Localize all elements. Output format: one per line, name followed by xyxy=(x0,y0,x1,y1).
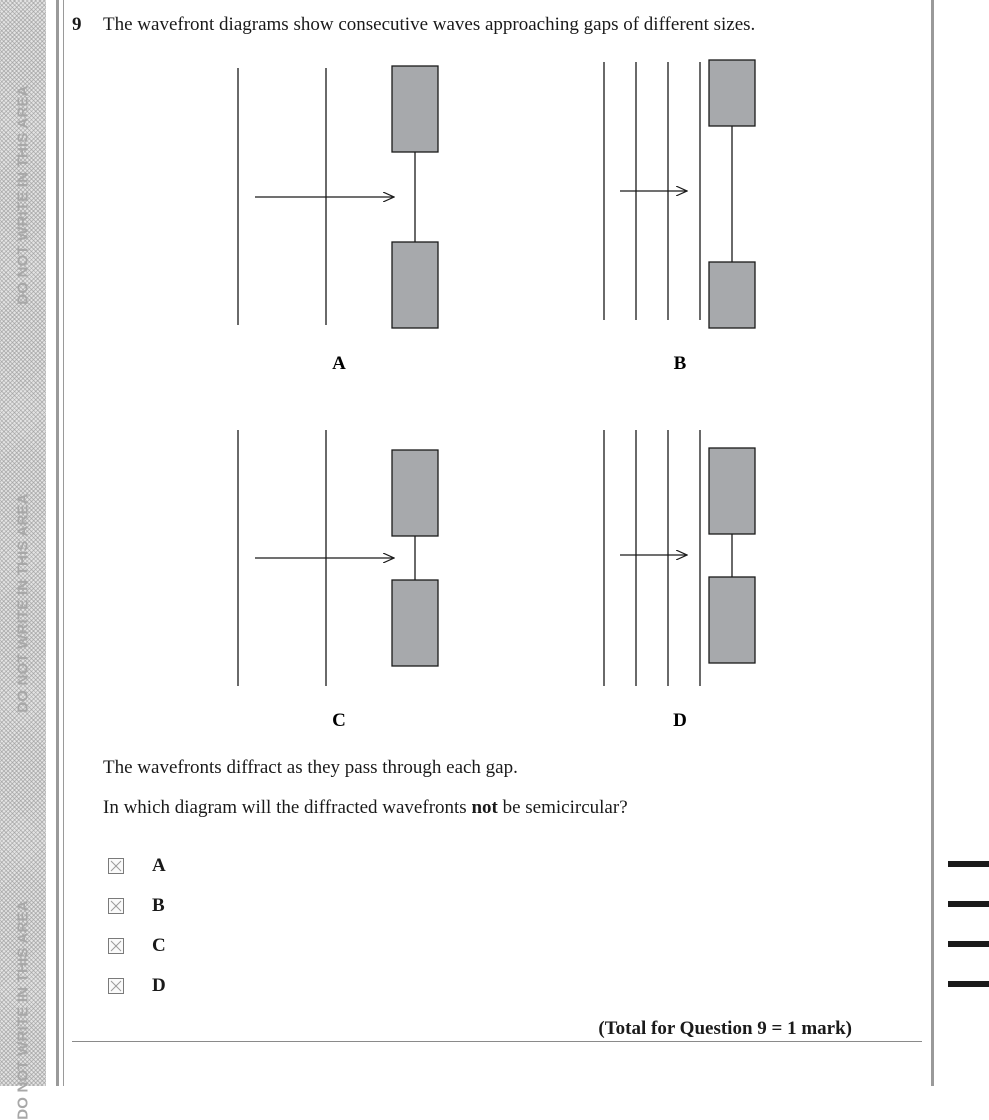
question-end-rule xyxy=(72,1041,922,1042)
barrier-upper xyxy=(392,450,438,536)
diagram-b xyxy=(604,60,755,328)
barrier-upper xyxy=(392,66,438,152)
cross-box-icon xyxy=(109,979,123,993)
marker-tick xyxy=(948,861,989,867)
statement-text: The wavefronts diffract as they pass through each gap. xyxy=(103,757,518,778)
barrier-upper xyxy=(709,60,755,126)
checkbox-b[interactable] xyxy=(108,898,124,914)
diagram-label-d: D xyxy=(673,710,687,731)
marker-tick xyxy=(948,901,989,907)
marker-tick xyxy=(948,941,989,947)
diagram-a xyxy=(238,66,438,328)
diagram-label-b: B xyxy=(673,353,687,374)
question-prompt xyxy=(103,797,628,819)
diagram-d xyxy=(604,430,755,686)
checkbox-c[interactable] xyxy=(108,938,124,954)
option-label-a: A xyxy=(152,855,166,876)
margin-warning-bottom: DO NOT WRITE IN THIS AREA xyxy=(14,900,32,1120)
diagram-c xyxy=(238,430,438,686)
barrier-upper xyxy=(709,448,755,534)
option-label-d: D xyxy=(152,975,166,996)
checkbox-d[interactable] xyxy=(108,978,124,994)
prompt-after: be semicircular? xyxy=(497,797,628,818)
question-stem: The wavefront diagrams show consecutive waves approaching gaps of different sizes. xyxy=(103,14,756,35)
barrier-lower xyxy=(392,580,438,666)
marker-tick xyxy=(948,981,989,987)
option-label-b: B xyxy=(152,895,165,916)
diagram-label-a: A xyxy=(332,353,346,374)
barrier-lower xyxy=(709,577,755,663)
prompt-emphasis: not xyxy=(471,797,498,818)
prompt-before: In which diagram will the diffracted wavefronts xyxy=(103,797,472,818)
barrier-lower xyxy=(709,262,755,328)
question-number: 9 xyxy=(72,14,82,35)
cross-box-icon xyxy=(109,859,123,873)
checkbox-a[interactable] xyxy=(108,858,124,874)
margin-warning-top: DO NOT WRITE IN THIS AREA xyxy=(14,85,32,305)
option-label-c: C xyxy=(152,935,166,956)
barrier-lower xyxy=(392,242,438,328)
cross-box-icon xyxy=(109,899,123,913)
margin-warning-middle: DO NOT WRITE IN THIS AREA xyxy=(14,493,32,713)
cross-box-icon xyxy=(109,939,123,953)
diagram-label-c: C xyxy=(332,710,346,731)
question-total: (Total for Question 9 = 1 mark) xyxy=(598,1018,852,1039)
